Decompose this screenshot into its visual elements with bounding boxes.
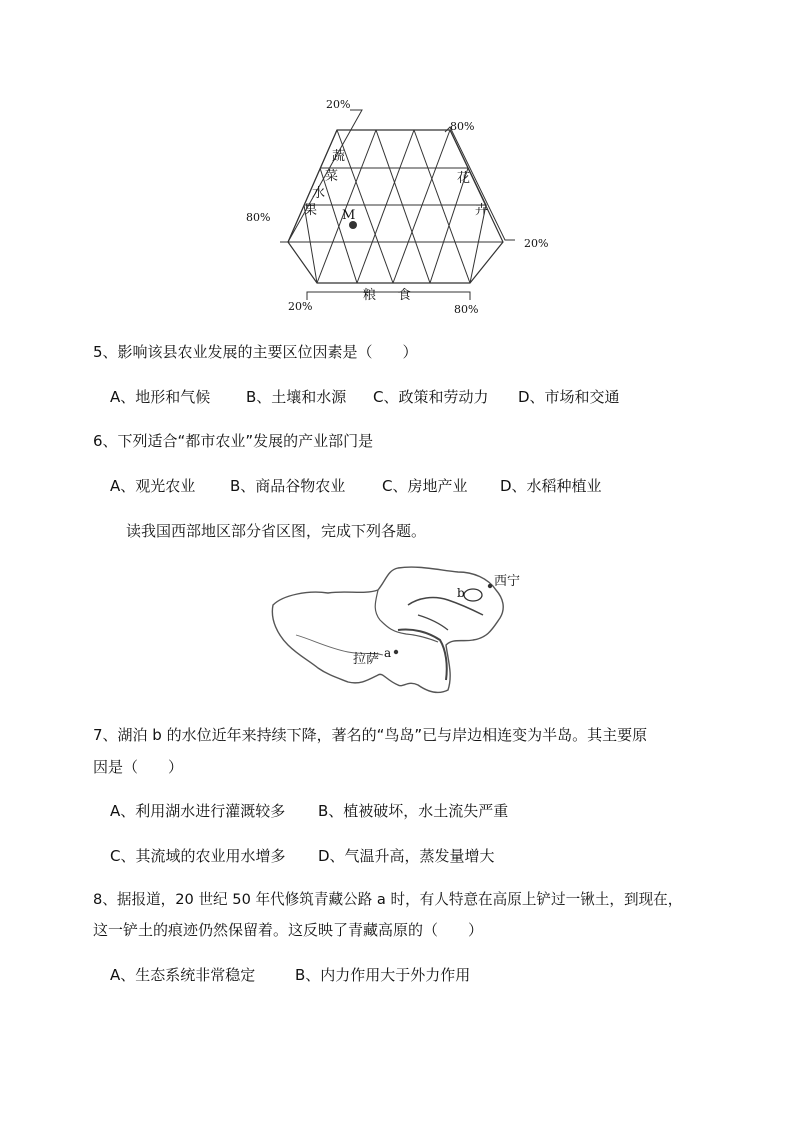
map-svg: [268, 560, 530, 695]
question-6-option-c[interactable]: C、房地产业: [382, 477, 468, 495]
question-7-option-c[interactable]: C、其流域的农业用水增多: [110, 847, 286, 865]
pct-bottom-right: 80%: [454, 303, 479, 316]
question-6-stem: 6、下列适合“都市农业”发展的产业部门是: [93, 432, 374, 450]
agriculture-hex-diagram: [240, 95, 560, 320]
question-7-option-a[interactable]: A、利用湖水进行灌溉较多: [110, 802, 286, 820]
label-grain-2: 食: [398, 288, 412, 303]
label-grain-1: 粮: [363, 288, 377, 303]
question-6-option-d[interactable]: D、水稻种植业: [500, 477, 602, 495]
pct-top-right: 80%: [450, 120, 475, 133]
label-fruit-2: 果: [304, 203, 318, 218]
question-5-option-c[interactable]: C、政策和劳动力: [373, 388, 489, 406]
label-flower-1: 花: [457, 171, 471, 186]
question-7-stem-line1: 7、湖泊 b 的水位近年来持续下降，著名的“鸟岛”已与岸边相连变为半岛。其主要原: [93, 726, 648, 744]
pct-top-left: 20%: [326, 98, 351, 111]
pct-bottom-left: 20%: [288, 300, 313, 313]
pct-right: 20%: [524, 237, 549, 250]
city-lhasa-label: 拉萨: [353, 652, 380, 667]
question-5-option-d[interactable]: D、市场和交通: [518, 388, 620, 406]
question-8-option-b[interactable]: B、内力作用大于外力作用: [295, 966, 471, 984]
question-7-option-b[interactable]: B、植被破坏，水土流失严重: [318, 802, 509, 820]
question-6-option-a[interactable]: A、观光农业: [110, 477, 196, 495]
label-vegetable-1: 蔬: [332, 149, 346, 164]
western-china-map: [268, 560, 530, 695]
pct-left: 80%: [246, 211, 271, 224]
question-6-option-b[interactable]: B、商品谷物农业: [230, 477, 346, 495]
question-5-option-a[interactable]: A、地形和气候: [110, 388, 211, 406]
label-vegetable-2: 菜: [325, 169, 339, 184]
label-flower-2: 卉: [475, 203, 489, 218]
question-8-stem-line2: 这一铲土的痕迹仍然保留着。这反映了青藏高原的（ ）: [93, 921, 484, 939]
question-7-stem-line2: 因是（ ）: [93, 758, 184, 776]
city-xining-label: 西宁: [494, 574, 521, 589]
label-fruit-1: 水: [312, 186, 326, 201]
question-5-stem: 5、影响该县农业发展的主要区位因素是（ ）: [93, 343, 418, 361]
question-5-option-b[interactable]: B、土壤和水源: [246, 388, 347, 406]
lake-b-label: b: [457, 586, 465, 600]
road-a-label: a: [384, 646, 392, 660]
point-m-label: M: [342, 208, 356, 223]
question-8-stem-line1: 8、据报道，20 世纪 50 年代修筑青藏公路 a 时，有人特意在高原上铲过一锹土，到现在，: [93, 891, 683, 908]
question-7-option-d[interactable]: D、气温升高，蒸发量增大: [318, 847, 495, 865]
question-8-option-a[interactable]: A、生态系统非常稳定: [110, 966, 256, 984]
map-intro-text: 读我国西部地区部分省区图，完成下列各题。: [126, 522, 427, 540]
